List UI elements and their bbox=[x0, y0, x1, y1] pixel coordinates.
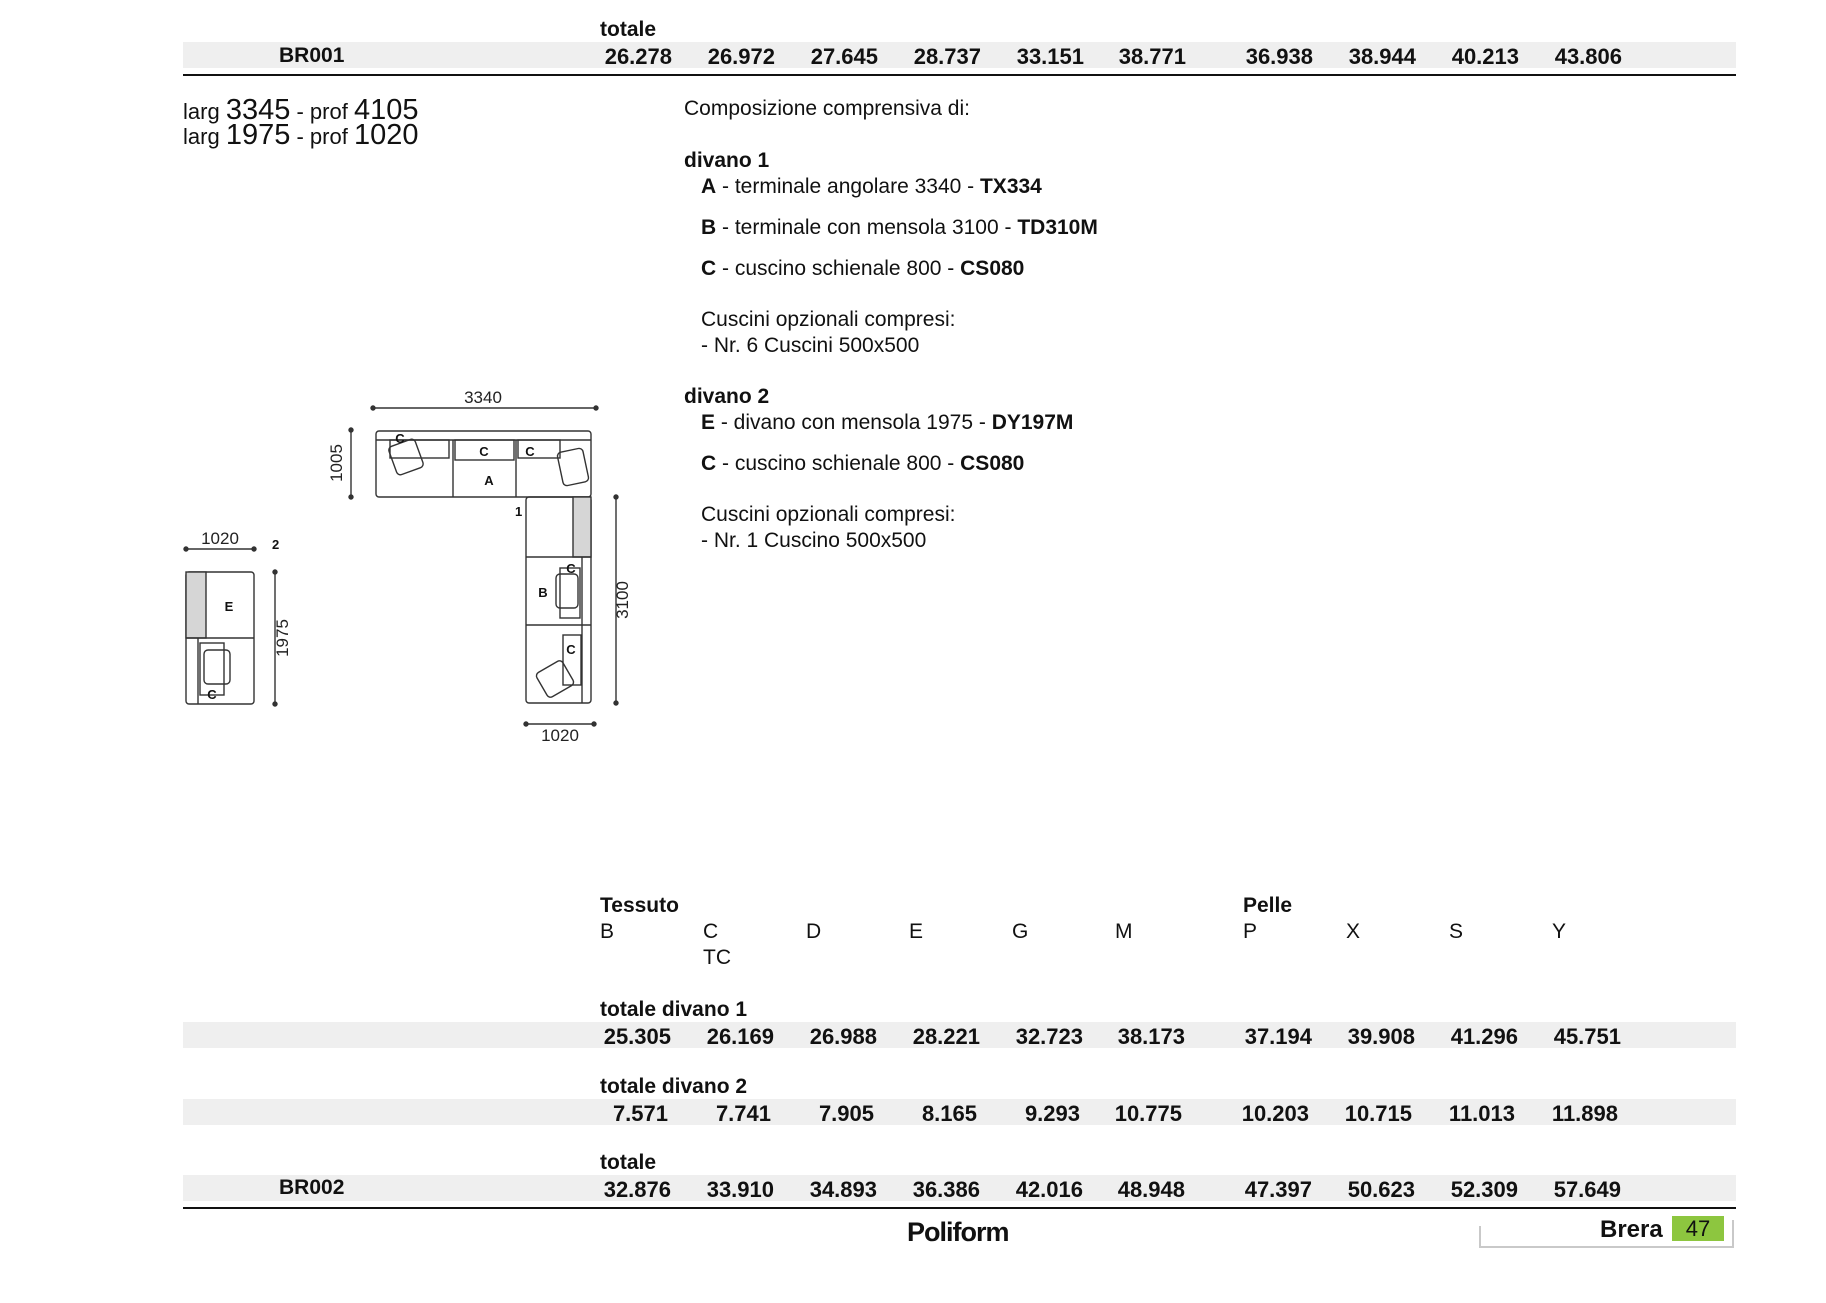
item-letter: A bbox=[701, 175, 717, 198]
price-column: E bbox=[909, 920, 924, 943]
br002-value: 34.893 bbox=[809, 1177, 877, 1202]
sofa1-item bbox=[701, 216, 1098, 240]
br002-value: 57.649 bbox=[1553, 1177, 1621, 1202]
larg-value: 3345 bbox=[225, 94, 291, 126]
sofa2-item bbox=[701, 452, 1024, 476]
sofa2-optional-title: Cuscini opzionali compresi: bbox=[701, 503, 956, 526]
br002-value: 50.623 bbox=[1347, 1177, 1415, 1202]
dim-1020-left-label: 1020 bbox=[201, 529, 239, 548]
collection-name: Brera bbox=[1600, 1216, 1663, 1243]
dim-3340-label: 3340 bbox=[464, 388, 502, 407]
divano2-value: 10.715 bbox=[1344, 1101, 1412, 1126]
br001-value: 33.151 bbox=[1016, 44, 1084, 69]
item-letter: C bbox=[701, 257, 717, 280]
pelle-label: Pelle bbox=[1243, 894, 1293, 917]
poliform-logo: Poliform bbox=[907, 1217, 1009, 1247]
divano1-value: 28.221 bbox=[912, 1024, 980, 1049]
prof-label: - prof bbox=[296, 99, 348, 124]
footer-left-tick bbox=[1479, 1226, 1481, 1248]
price-column: D bbox=[806, 920, 822, 943]
item-code: TX334 bbox=[979, 175, 1042, 198]
larg-label: larg bbox=[183, 124, 220, 149]
divano2-value: 7.571 bbox=[612, 1101, 668, 1126]
item-text: - cuscino schienale 800 - bbox=[716, 257, 961, 280]
divano2-value: 11.013 bbox=[1448, 1101, 1515, 1126]
module-c: C bbox=[479, 444, 489, 459]
br002-rule bbox=[183, 1207, 1736, 1209]
page-number: 47 bbox=[1672, 1216, 1724, 1241]
item-code: DY197M bbox=[991, 411, 1074, 434]
br001-value: 36.938 bbox=[1245, 44, 1313, 69]
br001-value: 38.944 bbox=[1348, 44, 1416, 69]
module-c: C bbox=[207, 687, 217, 702]
item-letter: C bbox=[701, 452, 717, 475]
divano2-value: 10.203 bbox=[1241, 1101, 1309, 1126]
dim-1020-bottom-label: 1020 bbox=[541, 726, 579, 745]
sofa1-optional-title: Cuscini opzionali compresi: bbox=[701, 308, 956, 331]
divano2-value: 8.165 bbox=[921, 1101, 977, 1126]
item-text: - divano con mensola 1975 - bbox=[715, 411, 992, 434]
divano1-value: 26.169 bbox=[706, 1024, 774, 1049]
price-column: B bbox=[600, 920, 615, 943]
totale-divano-2-label: totale divano 2 bbox=[600, 1075, 748, 1098]
tessuto-label: Tessuto bbox=[600, 894, 679, 917]
br002-value: 47.397 bbox=[1244, 1177, 1312, 1202]
br002-code: BR002 bbox=[279, 1176, 345, 1199]
dim-3100-label: 3100 bbox=[613, 581, 632, 619]
br002-totale-label: totale bbox=[600, 1151, 657, 1174]
module-c: C bbox=[395, 431, 405, 446]
br002-value: 52.309 bbox=[1450, 1177, 1518, 1202]
divano2-value: 10.775 bbox=[1114, 1101, 1182, 1126]
br001-value: 26.972 bbox=[707, 44, 775, 69]
larg-label: larg bbox=[183, 99, 220, 124]
footer-underline bbox=[1479, 1246, 1733, 1248]
divano1-value: 41.296 bbox=[1450, 1024, 1518, 1049]
divano2-value: 11.898 bbox=[1551, 1101, 1618, 1126]
module-b: B bbox=[538, 585, 548, 600]
module-a: A bbox=[484, 473, 494, 488]
br002-value: 42.016 bbox=[1015, 1177, 1083, 1202]
price-column: S bbox=[1449, 920, 1464, 943]
sofa2-title: divano 2 bbox=[684, 385, 770, 408]
module-e: E bbox=[224, 599, 234, 614]
module-c: C bbox=[566, 561, 576, 576]
br001-value: 43.806 bbox=[1554, 44, 1622, 69]
price-column-sub: TC bbox=[703, 946, 731, 969]
price-column: G bbox=[1012, 920, 1029, 943]
prof-value: 1020 bbox=[353, 119, 419, 151]
sofa2-optional-item: - Nr. 1 Cuscino 500x500 bbox=[701, 529, 927, 552]
br002-value: 36.386 bbox=[912, 1177, 980, 1202]
br001-value: 38.771 bbox=[1118, 44, 1186, 69]
price-column: Y bbox=[1552, 920, 1567, 943]
br001-code: BR001 bbox=[279, 44, 345, 67]
divano1-value: 32.723 bbox=[1015, 1024, 1083, 1049]
br001-value: 27.645 bbox=[810, 44, 878, 69]
item-code: TD310M bbox=[1017, 216, 1098, 239]
sofa-number-1: 1 bbox=[515, 504, 523, 519]
price-column: P bbox=[1243, 920, 1258, 943]
price-column: C bbox=[703, 920, 719, 943]
sofa1-item bbox=[701, 175, 1042, 199]
br002-value: 33.910 bbox=[706, 1177, 774, 1202]
dim-1975-label: 1975 bbox=[273, 619, 292, 657]
item-letter: B bbox=[701, 216, 717, 239]
footer-right-tick bbox=[1732, 1220, 1734, 1248]
divano1-value: 25.305 bbox=[603, 1024, 671, 1049]
divano1-value: 37.194 bbox=[1244, 1024, 1312, 1049]
module-c: C bbox=[525, 444, 535, 459]
item-text: - cuscino schienale 800 - bbox=[716, 452, 961, 475]
br001-value: 28.737 bbox=[913, 44, 981, 69]
divano1-value: 39.908 bbox=[1347, 1024, 1415, 1049]
divano1-value: 26.988 bbox=[809, 1024, 877, 1049]
sofa1-item bbox=[701, 257, 1024, 281]
totale-divano-1-label: totale divano 1 bbox=[600, 998, 748, 1021]
sofa1-title: divano 1 bbox=[684, 149, 770, 172]
br002-value: 32.876 bbox=[603, 1177, 671, 1202]
item-code: CS080 bbox=[960, 257, 1025, 280]
divano2-value: 7.905 bbox=[818, 1101, 874, 1126]
prof-value: 4105 bbox=[353, 94, 419, 126]
divano2-value: 9.293 bbox=[1024, 1101, 1080, 1126]
br002-value: 48.948 bbox=[1117, 1177, 1185, 1202]
composition-heading: Composizione comprensiva di: bbox=[684, 97, 970, 120]
item-text: - terminale angolare 3340 - bbox=[716, 175, 980, 198]
br001-value: 26.278 bbox=[604, 44, 672, 69]
divano1-value: 38.173 bbox=[1117, 1024, 1185, 1049]
larg-value: 1975 bbox=[225, 119, 291, 151]
price-column: X bbox=[1346, 920, 1361, 943]
dim-1005-label: 1005 bbox=[327, 444, 346, 482]
item-code: CS080 bbox=[960, 452, 1025, 475]
sofa1-optional-item: - Nr. 6 Cuscini 500x500 bbox=[701, 334, 920, 357]
price-column: M bbox=[1115, 920, 1133, 943]
prof-label: - prof bbox=[296, 124, 348, 149]
br001-value: 40.213 bbox=[1451, 44, 1519, 69]
item-text: - terminale con mensola 3100 - bbox=[716, 216, 1018, 239]
divano1-value: 45.751 bbox=[1553, 1024, 1621, 1049]
item-letter: E bbox=[701, 411, 716, 434]
br001-totale-label: totale bbox=[600, 18, 657, 41]
sofa-number-2: 2 bbox=[272, 537, 280, 552]
sofa2-item bbox=[701, 411, 1073, 435]
module-c: C bbox=[566, 642, 576, 657]
divano2-value: 7.741 bbox=[715, 1101, 771, 1126]
sofa-plan-drawing bbox=[0, 0, 700, 760]
